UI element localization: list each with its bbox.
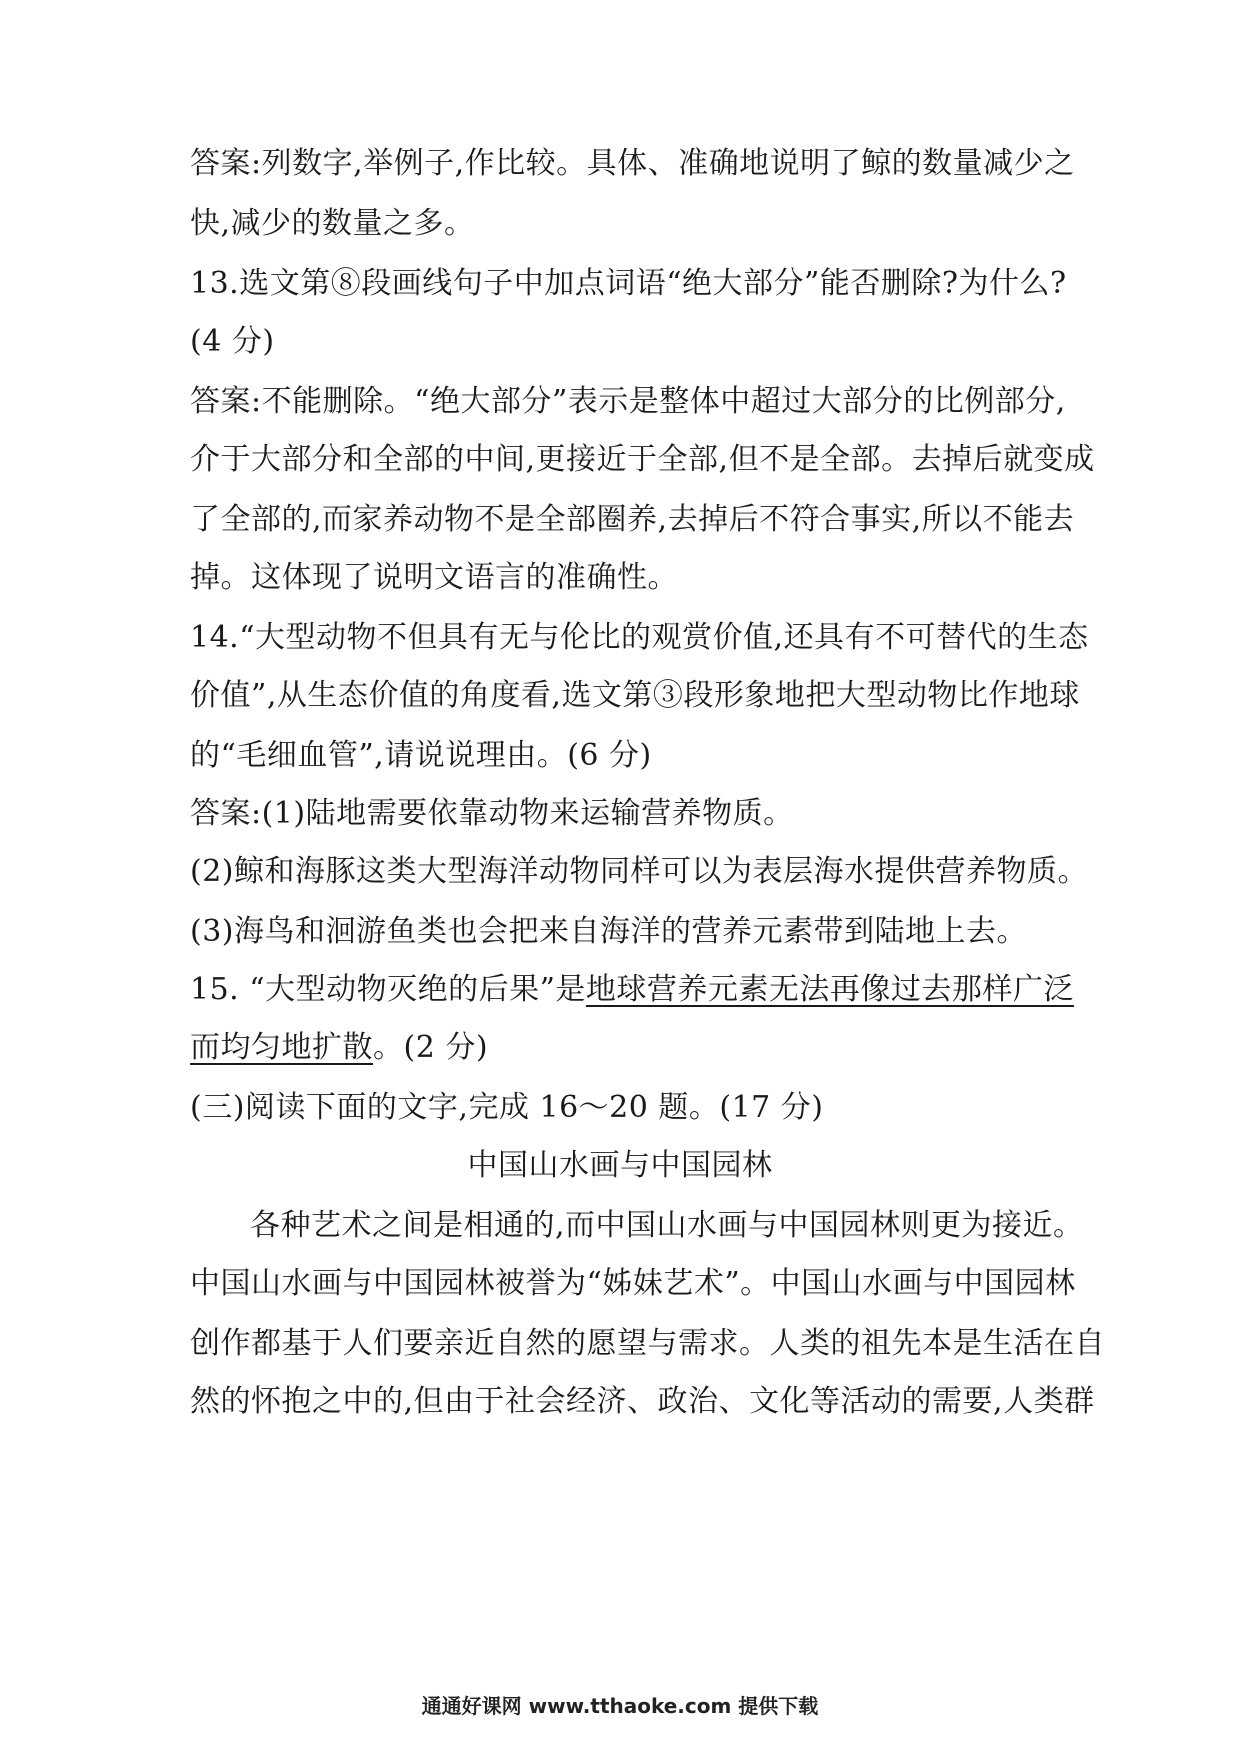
answer-14-line-2: (2)鲸和海豚这类大型海洋动物同样可以为表层海水提供营养物质。 (190, 854, 1088, 889)
answer-13-line-1: 答案:不能删除。“绝大部分”表示是整体中超过大部分的比例部分, (190, 384, 1066, 419)
answer-14-line-3: (3)海鸟和洄游鱼类也会把来自海洋的营养元素带到陆地上去。 (190, 914, 1027, 949)
article-paragraph-line-1: 各种艺术之间是相通的,而中国山水画与中国园林则更为接近。 (250, 1208, 1084, 1243)
question-15-line-1 (190, 970, 1074, 1010)
question-14-line-2: 价值”,从生态价值的角度看,选文第③段形象地把大型动物比作地球 (190, 678, 1080, 713)
answer-14-line-1: 答案:(1)陆地需要依靠动物来运输营养物质。 (190, 796, 794, 831)
article-title: 中国山水画与中国园林 (467, 1148, 773, 1183)
answer-12-line-2: 快,减少的数量之多。 (190, 206, 475, 241)
question-14-line-3: 的“毛细血管”,请说说理由。(6 分) (190, 738, 652, 773)
question-15-prefix: 15. “大型动物灭绝的后果”是 (190, 972, 586, 1007)
answer-13-line-2: 介于大部分和全部的中间,更接近于全部,但不是全部。去掉后就变成 (190, 442, 1095, 477)
question-13-line-2: (4 分) (190, 324, 275, 359)
question-15-answer-underlined-2: 而均匀地扩散 (190, 1030, 373, 1065)
question-14-line-1: 14.“大型动物不但具有无与伦比的观赏价值,还具有不可替代的生态 (190, 620, 1089, 655)
question-15-suffix: 。(2 分) (373, 1030, 489, 1065)
answer-12-line-1: 答案:列数字,举例子,作比较。具体、准确地说明了鲸的数量减少之 (190, 146, 1075, 181)
question-15-line-2 (190, 1028, 488, 1068)
question-15-answer-underlined-1: 地球营养元素无法再像过去那样广泛 (585, 972, 1074, 1007)
article-paragraph-line-4: 然的怀抱之中的,但由于社会经济、政治、文化等活动的需要,人类群 (190, 1384, 1095, 1419)
article-paragraph-line-2: 中国山水画与中国园林被誉为“姊妹艺术”。中国山水画与中国园林 (190, 1266, 1076, 1301)
section-3-heading: (三)阅读下面的文字,完成 16～20 题。(17 分) (190, 1090, 824, 1125)
page-footer: 通通好课网 www.tthaoke.com 提供下载 (421, 1694, 819, 1718)
question-13-line-1: 13.选文第⑧段画线句子中加点词语“绝大部分”能否删除?为什么? (190, 266, 1067, 301)
answer-13-line-3: 了全部的,而家养动物不是全部圈养,去掉后不符合事实,所以不能去 (190, 502, 1075, 537)
answer-13-line-4: 掉。这体现了说明文语言的准确性。 (190, 560, 678, 595)
article-paragraph-line-3: 创作都基于人们要亲近自然的愿望与需求。人类的祖先本是生活在自 (190, 1326, 1105, 1361)
